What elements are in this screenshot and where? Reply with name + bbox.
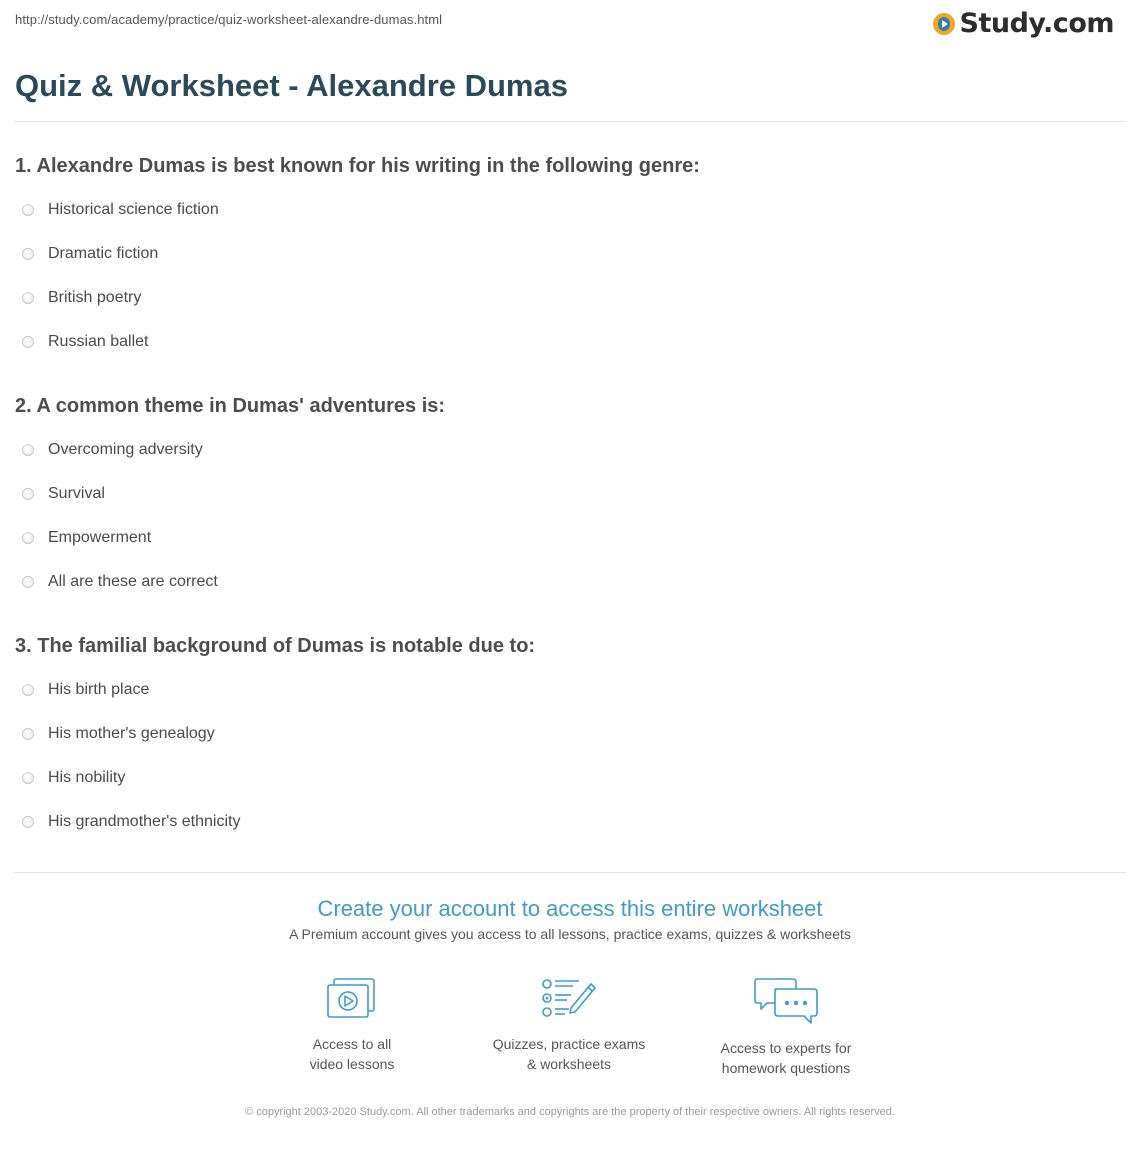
answer-label: Historical science fiction bbox=[48, 201, 219, 218]
study-logo[interactable] bbox=[933, 8, 1114, 39]
answer-option[interactable] bbox=[22, 331, 149, 353]
answer-label: His nobility bbox=[48, 769, 126, 786]
answer-option[interactable] bbox=[22, 483, 105, 505]
feature-experts bbox=[686, 976, 886, 1078]
quiz-checklist-icon bbox=[541, 976, 597, 1022]
answer-option[interactable] bbox=[22, 679, 149, 701]
video-lessons-icon bbox=[326, 976, 378, 1022]
create-account-link[interactable]: Create your account to access this entire worksheet bbox=[317, 896, 823, 921]
page-url: http://study.com/academy/practice/quiz-worksheet-alexandre-dumas.html bbox=[15, 12, 443, 27]
answer-option[interactable] bbox=[22, 811, 240, 833]
radio-button[interactable] bbox=[22, 488, 34, 500]
radio-button[interactable] bbox=[22, 248, 34, 260]
radio-button[interactable] bbox=[22, 204, 34, 216]
answer-label: British poetry bbox=[48, 289, 142, 306]
answer-option[interactable] bbox=[22, 199, 219, 221]
answer-option[interactable] bbox=[22, 439, 203, 461]
answer-option[interactable] bbox=[22, 287, 141, 309]
feature-label: Access to experts for homework questions bbox=[720, 1040, 852, 1076]
question-1: 1. Alexandre Dumas is best known for his writing in the following genre: bbox=[15, 155, 700, 177]
radio-button[interactable] bbox=[22, 728, 34, 740]
answer-label: His mother's genealogy bbox=[48, 725, 215, 742]
answer-option[interactable] bbox=[22, 243, 158, 265]
question-3: 3. The familial background of Dumas is notable due to: bbox=[15, 635, 536, 657]
radio-button[interactable] bbox=[22, 292, 34, 304]
question-2: 2. A common theme in Dumas' adventures is: bbox=[15, 395, 446, 417]
page-title: Quiz & Worksheet - Alexandre Dumas bbox=[15, 68, 568, 103]
cta-subtitle: A Premium account gives you access to all lessons, practice exams, quizzes & worksheets bbox=[289, 926, 851, 942]
radio-button[interactable] bbox=[22, 576, 34, 588]
answer-label: Empowerment bbox=[48, 529, 152, 546]
chat-bubbles-icon bbox=[753, 976, 819, 1026]
feature-video-lessons bbox=[252, 976, 452, 1074]
answer-label: Dramatic fiction bbox=[48, 245, 159, 262]
feature-label: Access to all video lessons bbox=[309, 1036, 395, 1072]
answer-label: Overcoming adversity bbox=[48, 441, 203, 458]
title-divider bbox=[14, 121, 1126, 122]
answer-label: Survival bbox=[48, 485, 105, 502]
play-logo-icon bbox=[933, 13, 955, 35]
radio-button[interactable] bbox=[22, 772, 34, 784]
radio-button[interactable] bbox=[22, 684, 34, 696]
answer-label: Russian ballet bbox=[48, 333, 149, 350]
answer-option[interactable] bbox=[22, 527, 151, 549]
feature-quizzes bbox=[469, 976, 669, 1074]
cta-divider bbox=[14, 872, 1126, 873]
radio-button[interactable] bbox=[22, 336, 34, 348]
answer-option[interactable] bbox=[22, 571, 218, 593]
answer-label: All are these are correct bbox=[48, 573, 218, 590]
answer-label: His birth place bbox=[48, 681, 150, 698]
logo-text: Study.com bbox=[959, 8, 1114, 39]
answer-option[interactable] bbox=[22, 723, 215, 745]
answer-label: His grandmother's ethnicity bbox=[48, 813, 241, 830]
answer-option[interactable] bbox=[22, 767, 125, 789]
copyright-text: © copyright 2003-2020 Study.com. All other trademarks and copyrights are the property of their respective owners. All rights reserved. bbox=[245, 1106, 895, 1118]
radio-button[interactable] bbox=[22, 816, 34, 828]
feature-label: Quizzes, practice exams & worksheets bbox=[492, 1036, 646, 1072]
radio-button[interactable] bbox=[22, 444, 34, 456]
radio-button[interactable] bbox=[22, 532, 34, 544]
